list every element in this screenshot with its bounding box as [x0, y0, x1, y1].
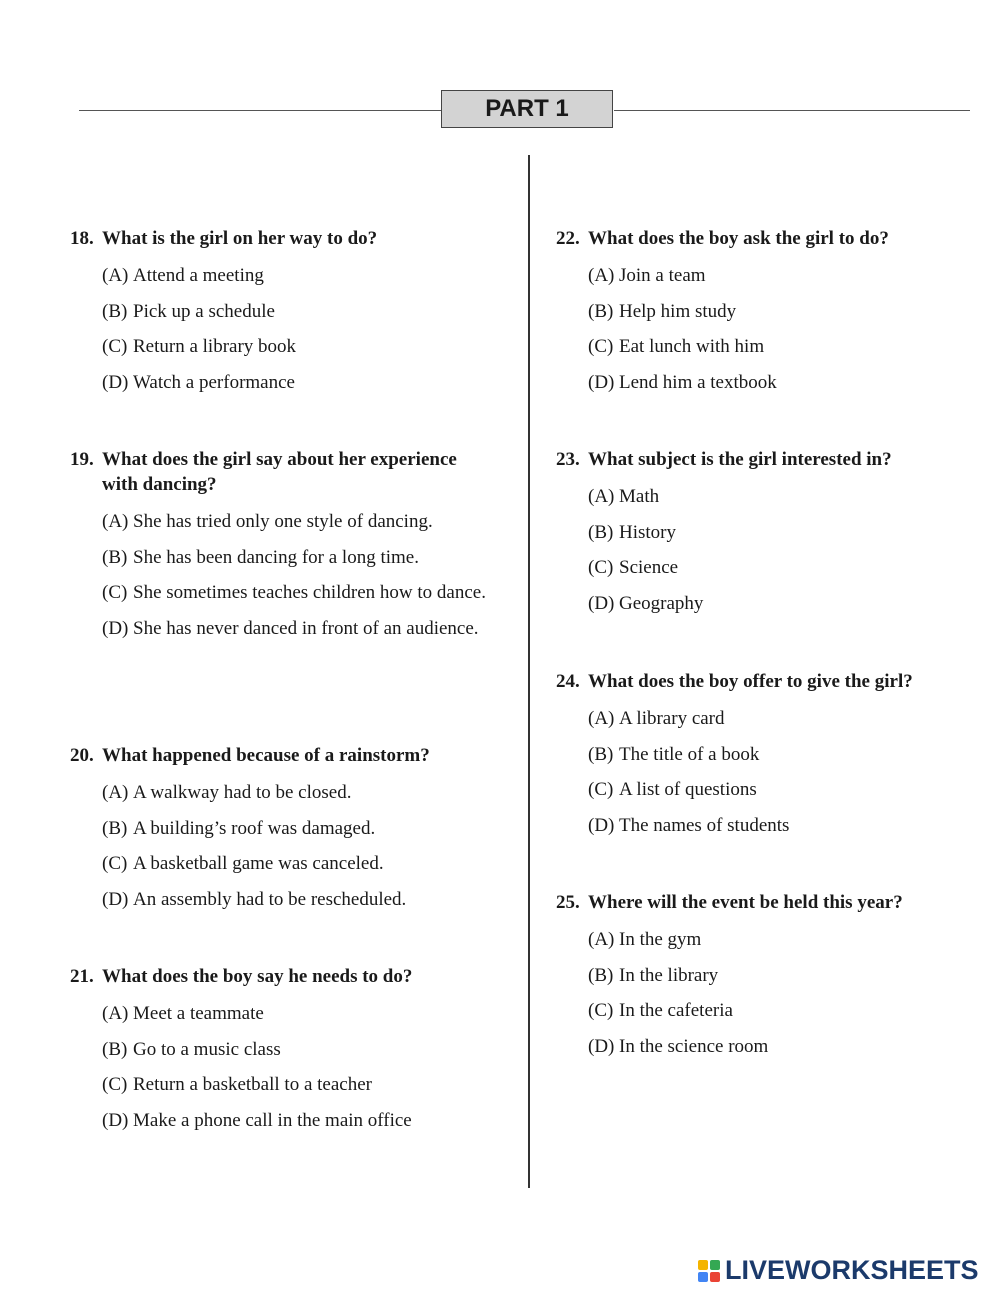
option-letter: (B): [588, 300, 614, 322]
answer-option[interactable]: [556, 927, 976, 952]
option-letter: (B): [102, 817, 128, 839]
option-text: She has been dancing for a long time.: [133, 546, 419, 568]
option-text: In the library: [619, 964, 719, 986]
part-title: PART 1: [441, 90, 613, 128]
option-letter: (D): [588, 1035, 615, 1057]
option-letter: (C): [102, 582, 128, 603]
option-letter: (A): [588, 486, 615, 507]
answer-option[interactable]: [70, 545, 495, 570]
answer-options: [70, 1001, 515, 1133]
question-text: Where will the event be held this year?: [588, 892, 903, 913]
question-23: [556, 447, 956, 626]
answer-options: [70, 509, 495, 641]
question-number: 19.: [70, 449, 94, 470]
answer-options: [556, 706, 976, 838]
answer-option[interactable]: [556, 1034, 976, 1059]
answer-option[interactable]: [556, 742, 976, 767]
option-text: A building’s roof was damaged.: [133, 817, 376, 839]
answer-option[interactable]: [70, 1072, 515, 1097]
option-letter: (A): [102, 265, 129, 286]
answer-option[interactable]: [70, 851, 515, 876]
question-18: [70, 226, 515, 405]
answer-option[interactable]: [70, 509, 495, 534]
option-letter: (C): [102, 336, 128, 357]
answer-option[interactable]: [556, 555, 956, 580]
answer-options: [556, 484, 956, 616]
option-text: She has tried only one style of dancing.: [133, 511, 433, 532]
option-letter: (B): [102, 546, 128, 568]
answer-option[interactable]: [556, 777, 976, 802]
option-letter: (C): [588, 779, 614, 800]
logo-text: LIVEWORKSHEETS: [725, 1255, 979, 1285]
answer-option[interactable]: [556, 370, 956, 395]
option-letter: (D): [102, 1109, 129, 1131]
answer-option[interactable]: [556, 963, 976, 988]
option-text: Return a basketball to a teacher: [133, 1074, 372, 1095]
answer-option[interactable]: [556, 520, 956, 545]
question-number: 24.: [556, 671, 580, 692]
option-letter: (B): [588, 743, 614, 765]
option-letter: (B): [588, 521, 614, 543]
option-text: Help him study: [619, 300, 737, 322]
option-letter: (C): [588, 1000, 614, 1021]
option-text: Eat lunch with him: [619, 336, 765, 357]
answer-options: [70, 780, 515, 912]
answer-option[interactable]: [70, 1108, 515, 1133]
option-text: Go to a music class: [133, 1038, 281, 1060]
option-text: Pick up a schedule: [133, 300, 275, 322]
option-letter: (D): [588, 814, 615, 836]
option-text: An assembly had to be rescheduled.: [133, 888, 407, 910]
question-25: [556, 890, 976, 1069]
option-letter: (C): [102, 1074, 128, 1095]
option-text: Geography: [619, 592, 704, 614]
option-text: Attend a meeting: [133, 265, 264, 286]
option-letter: (D): [102, 617, 129, 639]
option-letter: (C): [588, 336, 614, 357]
answer-option[interactable]: [70, 887, 515, 912]
option-letter: (C): [588, 557, 614, 578]
answer-option[interactable]: [70, 263, 515, 288]
answer-option[interactable]: [556, 706, 976, 731]
option-text: The title of a book: [619, 743, 760, 765]
option-text: Science: [619, 557, 679, 578]
logo-squares-icon: [698, 1260, 720, 1282]
answer-option[interactable]: [70, 334, 515, 359]
option-letter: (A): [102, 1003, 129, 1024]
option-text: In the gym: [619, 929, 702, 950]
question-text: What subject is the girl interested in?: [588, 449, 892, 470]
option-text: In the cafeteria: [619, 1000, 733, 1021]
question-text: What is the girl on her way to do?: [102, 228, 378, 249]
question-number: 20.: [70, 745, 94, 766]
question-number: 22.: [556, 228, 580, 249]
option-letter: (B): [102, 300, 128, 322]
option-text: In the science room: [619, 1035, 769, 1057]
question-number: 25.: [556, 892, 580, 913]
option-text: The names of students: [619, 814, 790, 836]
question-text: What does the boy ask the girl to do?: [588, 228, 889, 249]
option-letter: (D): [588, 371, 615, 393]
answer-option[interactable]: [70, 1001, 515, 1026]
option-letter: (C): [102, 853, 128, 874]
option-text: Math: [619, 486, 660, 507]
question-22: [556, 226, 956, 405]
answer-option[interactable]: [70, 1037, 515, 1062]
option-letter: (D): [588, 592, 615, 614]
answer-option[interactable]: [70, 299, 515, 324]
answer-options: [70, 263, 515, 395]
answer-option[interactable]: [556, 334, 956, 359]
answer-option[interactable]: [556, 484, 956, 509]
question-number: 18.: [70, 228, 94, 249]
question-text: What does the girl say about her experience with dancing?: [102, 449, 457, 495]
option-text: She sometimes teaches children how to dance.: [133, 582, 486, 603]
option-letter: (D): [102, 371, 129, 393]
answer-option[interactable]: [556, 813, 976, 838]
logo-square-green: [710, 1260, 720, 1270]
question-24: [556, 669, 976, 848]
option-letter: (D): [102, 888, 129, 910]
option-text: Join a team: [619, 265, 706, 286]
answer-option[interactable]: [556, 591, 956, 616]
liveworksheets-logo[interactable]: [698, 1255, 979, 1286]
question-21: [70, 964, 515, 1143]
answer-options: [556, 927, 976, 1059]
question-text: What does the boy offer to give the girl?: [588, 671, 913, 692]
option-text: A basketball game was canceled.: [133, 853, 384, 874]
option-letter: (A): [588, 708, 615, 729]
option-text: Lend him a textbook: [619, 371, 777, 393]
answer-option[interactable]: [70, 370, 515, 395]
option-text: Watch a performance: [133, 371, 295, 393]
option-text: Make a phone call in the main office: [133, 1109, 412, 1131]
header-rule-left: [79, 110, 442, 111]
option-letter: (A): [102, 511, 129, 532]
question-19: [70, 447, 495, 651]
logo-square-yellow: [698, 1260, 708, 1270]
option-text: A walkway had to be closed.: [133, 782, 352, 803]
answer-option[interactable]: [70, 780, 515, 805]
answer-option[interactable]: [70, 816, 515, 841]
header-rule-right: [614, 110, 970, 111]
option-text: A library card: [619, 708, 725, 729]
question-20: [70, 743, 515, 922]
option-letter: (B): [588, 964, 614, 986]
answer-option[interactable]: [556, 299, 956, 324]
answer-options: [556, 263, 956, 395]
option-text: Meet a teammate: [133, 1003, 264, 1024]
column-divider: [528, 155, 530, 1188]
answer-option[interactable]: [70, 580, 495, 605]
logo-square-blue: [698, 1272, 708, 1282]
option-letter: (B): [102, 1038, 128, 1060]
option-letter: (A): [588, 265, 615, 286]
option-text: A list of questions: [619, 779, 757, 800]
question-number: 21.: [70, 966, 94, 987]
option-text: History: [619, 521, 676, 543]
question-text: What happened because of a rainstorm?: [102, 745, 430, 766]
option-letter: (A): [588, 929, 615, 950]
option-text: She has never danced in front of an audience.: [133, 617, 479, 639]
question-number: 23.: [556, 449, 580, 470]
answer-option[interactable]: [556, 263, 956, 288]
answer-option[interactable]: [556, 998, 976, 1023]
logo-square-red: [710, 1272, 720, 1282]
option-text: Return a library book: [133, 336, 297, 357]
answer-option[interactable]: [70, 616, 495, 641]
question-text: What does the boy say he needs to do?: [102, 966, 413, 987]
option-letter: (A): [102, 782, 129, 803]
